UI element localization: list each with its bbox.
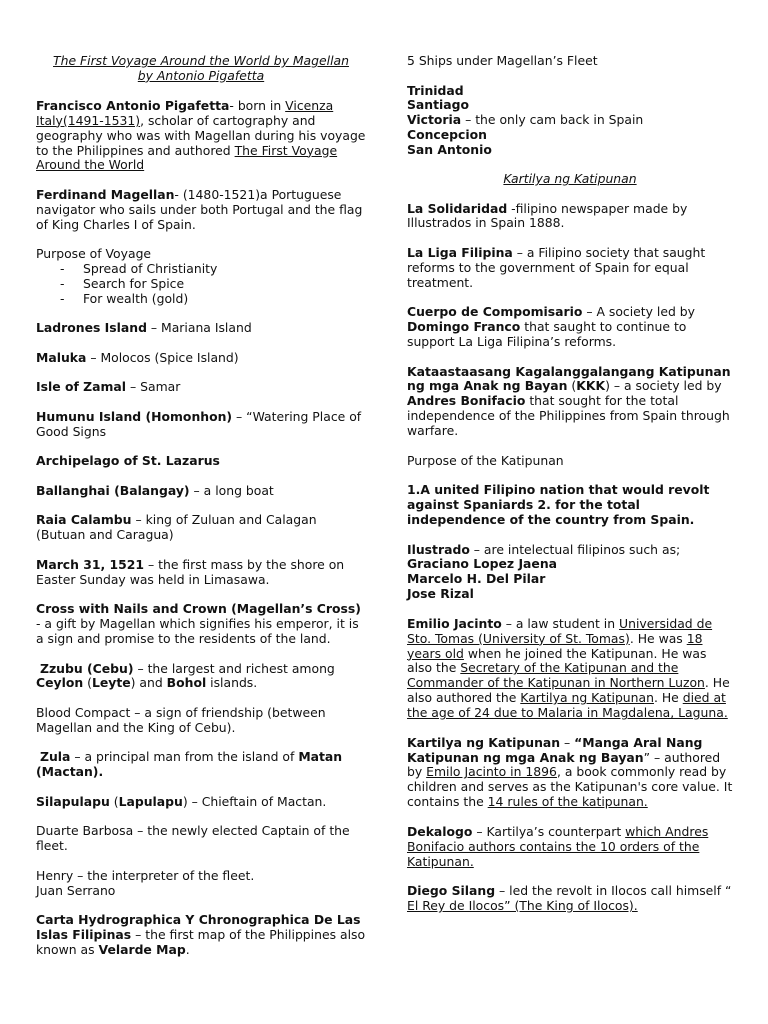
pigafetta-name: Francisco Antonio Pigafetta <box>36 97 230 113</box>
text: – “Watering Place of Good Signs <box>36 408 362 439</box>
katipunan-purpose <box>407 483 733 528</box>
ships-heading: 5 Ships under Magellan’s Fleet <box>407 53 598 68</box>
term: Dekalogo <box>407 823 473 839</box>
term: Humunu Island (Homonhon) <box>36 408 233 424</box>
ship-item <box>407 113 733 128</box>
text: . <box>185 941 190 957</box>
pigafetta-birthplace: Vicenza Italy(1491-1531) <box>36 97 334 128</box>
ilustrado-entry <box>407 543 733 558</box>
term: Raia Calambu <box>36 512 132 528</box>
list-item: Marcelo H. Del Pilar <box>407 571 546 587</box>
kartilya-section-title: Kartilya ng Katipunan <box>503 171 637 187</box>
magellan-entry <box>36 188 366 233</box>
term: Bohol <box>166 675 207 691</box>
term: Concepcion <box>407 127 487 143</box>
term: March 31, 1521 <box>36 556 145 572</box>
text: – a principal man from the island of <box>70 749 299 765</box>
text: ( <box>109 793 119 809</box>
term: “Manga Aral Nang Katipunan ng mga Anak ng Bayan <box>407 734 703 765</box>
ships-list <box>407 84 733 159</box>
pigafetta-book: The First Voyage Around the World <box>36 142 338 173</box>
term: Kataastaasang Kagalanggalangang Katipunan ng mga Anak ng Bayan <box>407 363 731 394</box>
ship-item <box>407 128 733 143</box>
term: Silapulapu <box>36 793 110 809</box>
title-line-1: The First Voyage Around the World by Magellan <box>53 53 349 68</box>
title-line-2: by Antonio Pigafetta <box>137 67 265 83</box>
text: – the first mass by the shore on Easter Sunday was held in Limasawa. <box>36 556 345 587</box>
voyage-purpose-heading: Purpose of Voyage <box>36 246 152 262</box>
document-title <box>36 54 366 84</box>
text: ) and <box>130 675 167 691</box>
term: Ilustrado <box>407 541 470 557</box>
text: . He was <box>629 630 687 646</box>
text: , a book commonly read by children and serves as the Katipunan's core value. It contains the <box>407 764 733 810</box>
term: Victoria <box>407 112 462 128</box>
text: - born in <box>229 97 286 113</box>
term: Leyte <box>91 675 131 691</box>
zula-entry <box>36 750 366 780</box>
katipunan-purpose-heading: Purpose of the Katipunan <box>407 452 564 468</box>
dekalogo-entry <box>407 825 733 870</box>
term: Archipelago of St. Lazarus <box>36 453 220 469</box>
list-item: Graciano Lopez Jaena <box>407 556 558 572</box>
underlined: Kartilya ng Katipunan <box>520 690 654 706</box>
underlined: Emilo Jacinto in 1896 <box>426 764 557 780</box>
text: - a gift by Magellan which signifies his emperor, it is a sign and promise to the residents of the land. <box>36 616 359 646</box>
text: – Kartilya’s counterpart <box>472 823 626 839</box>
magellan-name: Ferdinand Magellan <box>36 186 175 202</box>
text: ) – Chieftain of Mactan. <box>182 793 327 809</box>
duarte-entry: Duarte Barbosa – the newly elected Captain of the fleet. <box>36 823 350 854</box>
text: – <box>560 734 575 750</box>
term: Trinidad <box>407 82 464 98</box>
term: Andres Bonifacio <box>407 393 526 409</box>
text: – A society led by <box>582 304 695 320</box>
kkk-entry <box>407 365 733 440</box>
ship-item <box>407 143 733 158</box>
ship-item <box>407 98 733 113</box>
term: Velarde Map <box>98 941 186 957</box>
text: ” – authored by <box>407 749 721 780</box>
zzubu-entry <box>36 662 366 692</box>
term: Ballanghai (Balangay) <box>36 482 190 498</box>
term: Lapulapu <box>118 793 183 809</box>
underlined: 14 rules of the katipunan. <box>487 794 648 810</box>
term: Cross with Nails and Crown (Magellan’s Cross) <box>36 601 361 617</box>
solidaridad-entry <box>407 202 733 232</box>
list-item: - For wealth (gold) <box>60 292 366 307</box>
voyage-purpose-list <box>36 262 366 307</box>
text: – king of Zuluan and Calagan (Butuan and Caragua) <box>36 512 317 543</box>
underlined: which Andres Bonifacio authors contains the 10 orders of the Katipunan. <box>407 823 709 869</box>
underlined: El Rey de Ilocos” (The King of Ilocos). <box>407 898 638 913</box>
ship-item <box>407 84 733 99</box>
text: – a Filipino society that saught reforms to the government of Spain for equal treatment. <box>407 244 706 290</box>
text: – led the revolt in Ilocos call himself “ <box>495 883 732 899</box>
pigafetta-entry <box>36 99 366 174</box>
term: Kartilya ng Katipunan <box>407 734 561 750</box>
text: – are intelectual filipinos such as; <box>469 541 681 557</box>
text: . He also authored the <box>407 675 730 706</box>
term: Ladrones Island <box>36 320 147 336</box>
jacinto-entry <box>407 617 733 721</box>
text: – a law student in <box>501 615 620 631</box>
silapulapu-entry <box>36 795 366 810</box>
text: – Molocos (Spice Island) <box>86 349 239 365</box>
humunu-entry <box>36 410 366 440</box>
text: when he joined the Katipunan. He was also the <box>407 645 707 676</box>
juan-entry: Juan Serrano <box>36 882 116 898</box>
term: Santiago <box>407 97 470 113</box>
cross-entry <box>36 602 366 647</box>
underlined: Universidad de Sto. Tomas (University of St. Tomas) <box>407 615 713 646</box>
text: – the only cam back in Spain <box>461 112 644 128</box>
archipelago-entry <box>36 454 366 469</box>
term: Domingo Franco <box>407 319 521 335</box>
march-entry <box>36 558 366 588</box>
text: -filipino newspaper made by Illustrados in Spain 1888. <box>407 200 688 231</box>
term: La Solidaridad <box>407 200 508 216</box>
text: that saught to continue to support La Liga Filipina’s reforms. <box>407 319 687 350</box>
term: Diego Silang <box>407 883 496 899</box>
carta-entry <box>36 913 366 958</box>
term: KKK <box>576 378 606 394</box>
text: ( <box>567 378 577 394</box>
text: that sought for the total independence of the Philippines from Spain through warfare. <box>407 393 730 439</box>
term: Maluka <box>36 349 87 365</box>
text: – the largest and richest among <box>133 660 335 676</box>
list-item: - Spread of Christianity <box>60 262 366 277</box>
cuerpo-entry <box>407 305 733 350</box>
text: - (1480-1521)a Portuguese navigator who sails under both Portugal and the flag of King Charles I of Spain. <box>36 186 363 232</box>
text: – the first map of the Philippines also known as <box>36 926 366 957</box>
silang-entry <box>407 884 733 914</box>
term: Matan (Mactan). <box>36 749 343 780</box>
henry-entry: Henry – the interpreter of the fleet. <box>36 867 255 883</box>
right-column <box>407 54 733 929</box>
term: Emilio Jacinto <box>407 615 502 631</box>
term: Zzubu (Cebu) <box>39 660 134 676</box>
underlined: 18 years old <box>407 630 703 661</box>
text: – Samar <box>126 379 181 395</box>
liga-entry <box>407 246 733 291</box>
kartilya-entry <box>407 736 733 811</box>
ilustrado-names <box>407 557 733 602</box>
raia-entry <box>36 513 366 543</box>
term: Ceylon <box>36 675 84 691</box>
text: – Mariana Island <box>146 320 252 336</box>
text: islands. <box>206 675 258 691</box>
underlined: Secretary of the Katipunan and the Commander of the Katipunan in Northern Luzon <box>407 660 705 691</box>
list-item: Jose Rizal <box>407 586 474 602</box>
underlined: died at the age of 24 due to Malaria in Magdalena, Laguna. <box>407 690 728 721</box>
term: San Antonio <box>407 142 492 158</box>
ballanghai-entry <box>36 484 366 499</box>
text: , scholar of cartography and geography who was with Magellan during his voyage to the Philippines and authored <box>36 112 366 158</box>
term: Zula <box>39 749 71 765</box>
term: Cuerpo de Compomisario <box>407 304 583 320</box>
text: . He <box>653 690 683 706</box>
term: 1.A united Filipino nation that would revolt against Spaniards 2. for the total independence of the country from Spain. <box>407 482 710 527</box>
text: – a long boat <box>189 482 274 498</box>
zamal-entry <box>36 380 366 395</box>
text: ) – a society led by <box>605 378 722 394</box>
maluka-entry <box>36 351 366 366</box>
blood-compact-entry: Blood Compact – a sign of friendship (between Magellan and the King of Cebu). <box>36 704 326 735</box>
term: Carta Hydrographica Y Chronographica De Las Islas Filipinas <box>36 912 361 942</box>
term: Isle of Zamal <box>36 379 127 395</box>
left-column <box>36 54 366 972</box>
ladrones-entry <box>36 321 366 336</box>
text: ( <box>83 675 92 691</box>
term: La Liga Filipina <box>407 244 513 260</box>
list-item: - Search for Spice <box>60 277 366 292</box>
